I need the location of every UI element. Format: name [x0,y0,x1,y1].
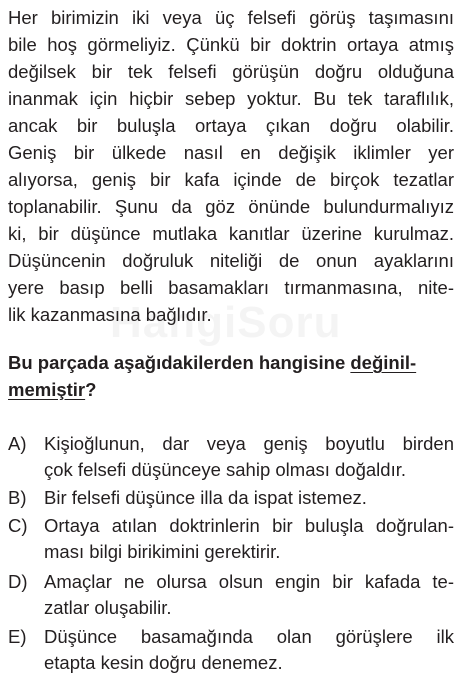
option-text: etapta kesin doğru denemez. [44,652,283,673]
option-text: Kişioğlunun, dar veya geniş boyutlu birden [44,433,454,454]
passage-line: değilsek bir tek felsefi görüşün doğru olduğuna [8,61,454,82]
passage-line: ancak bir buluşla ortaya çıkan doğru olabilir. [8,115,454,136]
option-letter: E) [8,626,27,647]
option-text: zatlar oluşabilir. [44,597,172,618]
passage-line: toplanabilir. Şunu da göz önünde bulundurmalıyız [8,196,454,217]
passage-line: inanmak için hiçbir sebep yoktur. Bu tek taraflılık, [8,88,454,109]
question-text: Bu parçada aşağıdakilerden hangisine [8,352,351,373]
passage-line: bile hoş görmeliyiz. Çünkü bir doktrin ortaya atmış [8,34,454,55]
question-line [8,377,96,403]
passage-line: Düşüncenin doğruluk niteliği de onun ayaklarını [8,250,454,271]
option-letter: A) [8,433,27,454]
option-text: Ortaya atılan doktrinlerin bir buluşla doğrulan- [44,515,454,536]
option-text: çok felsefi düşünceye sahip olması doğaldır. [44,459,406,480]
question-emphasis: memiştir [8,379,86,400]
option-letter: D) [8,571,28,592]
passage-line: alıyorsa, geniş bir kafa içinde de birçok tezatlar [8,169,454,190]
question-emphasis: değinil- [350,352,417,373]
passage-line: lik kazanmasına bağlıdır. [8,304,212,325]
passage-line: yere basıp belli basamakları tırmanmasına, nite- [8,277,454,298]
option-letter: B) [8,487,27,508]
option-text: Düşünce basamağında olan görüşlere ilk [44,626,454,647]
question-mark: ? [85,379,97,400]
question-line [8,350,416,376]
option-text: Bir felsefi düşünce illa da ispat istemez. [44,487,367,508]
option-text: Amaçlar ne olursa olsun engin bir kafada te- [44,571,454,592]
option-letter: C) [8,515,28,536]
option-text: ması bilgi birikimini gerektirir. [44,541,281,562]
passage-line: Geniş bir ülkede nasıl en değişik iklimler yer [8,142,454,163]
passage-line: ki, bir düşünce mutlaka kanıtlar üzerine kurulmaz. [8,223,454,244]
passage-line: Her birimizin iki veya üç felsefi görüş taşımasını [8,7,454,28]
